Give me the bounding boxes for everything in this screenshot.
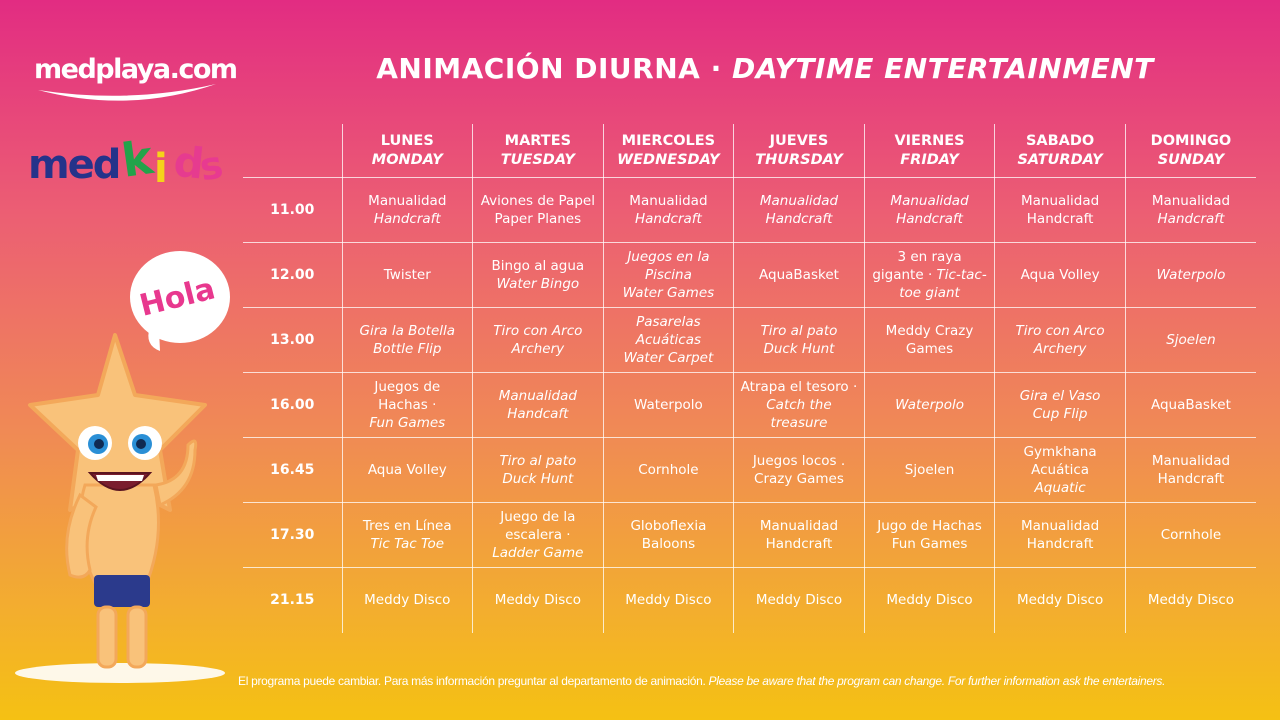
activity-text: Handcraft [634, 211, 702, 227]
medplaya-wordmark: medplaya.com [34, 54, 237, 85]
activity-cell [734, 438, 865, 503]
activity-text: Waterpolo [1156, 267, 1226, 283]
schedule-row [243, 178, 1256, 243]
activity-text: Juegos de Hachas · [374, 379, 441, 413]
activity-cell [603, 438, 734, 503]
title-en: DAYTIME ENTERTAINMENT [731, 52, 1154, 85]
activity-cell [864, 308, 995, 373]
activity-cell [473, 503, 604, 568]
activity-text: Manualidad [1020, 193, 1100, 209]
activity-cell [734, 568, 865, 633]
activity-text: Duck Hunt [763, 341, 835, 357]
activity-text: Tres en Línea [362, 518, 452, 534]
activity-text: Tiro al pato [760, 323, 838, 339]
schedule-row [243, 373, 1256, 438]
activity-text: Sjoelen [904, 462, 955, 478]
activity-text: Meddy Disco [1147, 592, 1235, 609]
medkids-d: d [171, 136, 205, 189]
title-es: ANIMACIÓN DIURNA · [376, 52, 732, 85]
corner-cell [243, 124, 342, 178]
activity-text: Cornhole [638, 462, 699, 478]
activity-text: Gymkhana Acuática [1023, 444, 1097, 478]
page-title [340, 52, 1190, 85]
activity-cell [473, 178, 604, 243]
time-cell: 21.15 [243, 568, 342, 633]
activity-text: Jugo de Hachas [877, 518, 982, 534]
activity-cell [473, 438, 604, 503]
activity-text: Meddy Disco [755, 592, 843, 609]
activity-text: Manualidad [498, 388, 577, 404]
activity-cell [1125, 178, 1256, 243]
schedule-row [243, 243, 1256, 308]
schedule-row [243, 438, 1256, 503]
activity-cell [1125, 308, 1256, 373]
activity-cell [473, 373, 604, 438]
activity-text: Paper Planes [494, 211, 582, 227]
activity-text: Cup Flip [1032, 406, 1088, 422]
activity-text: Water Bingo [496, 276, 580, 292]
activity-text: Tiro con Arco [1015, 323, 1105, 339]
activity-cell [864, 243, 995, 308]
activity-cell [342, 438, 473, 503]
activity-cell [342, 178, 473, 243]
activity-text: Manualidad [1020, 518, 1100, 534]
activity-cell [995, 373, 1126, 438]
activity-text: Tiro con Arco [493, 323, 583, 339]
activity-cell [1125, 243, 1256, 308]
schedule-row [243, 503, 1256, 568]
activity-cell [473, 308, 604, 373]
activity-cell [603, 373, 734, 438]
activity-text: Sjoelen [1166, 332, 1216, 348]
activity-text: Archery [511, 341, 565, 357]
activity-cell [603, 243, 734, 308]
activity-text: Manualidad [368, 193, 447, 209]
activity-text: Globoflexia [630, 518, 707, 534]
activity-cell [864, 503, 995, 568]
activity-cell [995, 503, 1126, 568]
activity-text: Archery [1033, 341, 1087, 357]
day-header: DOMINGO SUNDAY [1125, 124, 1256, 178]
activity-text: Meddy Disco [625, 592, 712, 609]
activity-text: Fun Games [369, 415, 446, 431]
activity-text: Fun Games [891, 536, 968, 552]
footer-es: El programa puede cambiar. Para más información preguntar al departamento de animación. [238, 674, 709, 688]
time-cell: 11.00 [243, 178, 342, 243]
activity-cell [995, 438, 1126, 503]
medplaya-logo [34, 52, 237, 108]
time-cell: 17.30 [243, 503, 342, 568]
activity-cell [864, 568, 995, 633]
activity-text: Duck Hunt [502, 471, 574, 487]
activity-text: Aquatic [1034, 480, 1086, 496]
schedule-body [243, 178, 1256, 633]
activity-text: Meddy Disco [886, 592, 973, 609]
activity-cell [995, 243, 1126, 308]
activity-text: Tic Tac Toe [370, 536, 445, 552]
activity-cell [864, 438, 995, 503]
days-header-row [243, 124, 1256, 178]
activity-text: 3 en raya gigante · [872, 249, 962, 283]
activity-cell [734, 243, 865, 308]
activity-text: Handcraft [765, 536, 833, 552]
activity-cell [995, 568, 1126, 633]
medkids-med: med [28, 142, 120, 188]
activity-text: Handcraft [1157, 211, 1225, 227]
activity-cell [734, 373, 865, 438]
activity-text: Bingo al agua [491, 258, 585, 274]
starfish-mascot-icon [10, 245, 240, 695]
activity-text: Handcraft [765, 211, 833, 227]
activity-text: AquaBasket [759, 267, 839, 283]
activity-text: Handcraft [896, 211, 963, 227]
activity-cell [1125, 503, 1256, 568]
activity-text: Juego de la escalera · [500, 509, 576, 543]
activity-text: Manualidad [629, 193, 708, 209]
medkids-s: s [196, 142, 225, 190]
activity-text: Meddy Disco [364, 592, 451, 609]
activity-cell [1125, 373, 1256, 438]
activity-text: Handcraft [1026, 536, 1094, 552]
activity-cell [603, 503, 734, 568]
activity-cell [995, 308, 1126, 373]
activity-text: Gira la Botella [359, 323, 456, 339]
activity-cell [734, 308, 865, 373]
activity-text: Water Games [622, 285, 715, 301]
day-header: MARTES TUESDAY [473, 124, 604, 178]
activity-cell [603, 308, 734, 373]
activity-cell [995, 178, 1126, 243]
activity-cell [473, 568, 604, 633]
activity-text: Crazy Games [754, 471, 844, 487]
day-header: JUEVES THURSDAY [734, 124, 865, 178]
activity-text: Meddy Crazy Games [885, 323, 974, 357]
activity-text: Juegos en la Piscina [627, 249, 710, 283]
activity-text: Juegos locos . [752, 453, 846, 469]
activity-text: Cornhole [1160, 527, 1222, 543]
medkids-i: i [154, 146, 166, 192]
activity-cell [342, 373, 473, 438]
activity-text: Atrapa el tesoro · [740, 379, 858, 395]
schedule-row [243, 568, 1256, 633]
activity-text: AquaBasket [1150, 397, 1231, 413]
schedule-table [243, 124, 1256, 633]
time-cell: 16.45 [243, 438, 342, 503]
activity-text: Water Carpet [623, 350, 714, 366]
footer-note [238, 674, 1268, 688]
activity-text: Handcraft [373, 211, 441, 227]
activity-text: Waterpolo [895, 397, 964, 413]
activity-cell [1125, 438, 1256, 503]
activity-text: Catch the treasure [766, 397, 832, 431]
activity-text: Aqua Volley [367, 462, 447, 478]
activity-text: Baloons [641, 536, 696, 552]
medkids-k: k [118, 130, 155, 188]
activity-text: Pasarelas Acuáticas [635, 314, 702, 348]
day-header: LUNES MONDAY [342, 124, 473, 178]
activity-cell [342, 308, 473, 373]
activity-cell [603, 568, 734, 633]
day-header: SABADO SATURDAY [995, 124, 1126, 178]
activity-text: Manualidad [759, 518, 839, 534]
activity-text: Ladder Game [492, 545, 584, 561]
activity-text: Bottle Flip [373, 341, 442, 357]
activity-text: Waterpolo [634, 397, 703, 413]
activity-text: Manualidad [1151, 193, 1231, 209]
time-cell: 13.00 [243, 308, 342, 373]
activity-cell [864, 178, 995, 243]
activity-text: Manualidad [890, 193, 969, 209]
activity-text: Tiro al pato [499, 453, 577, 469]
activity-text: Handcraft [1026, 211, 1094, 227]
activity-text: Handcraft [1157, 471, 1225, 487]
activity-cell [342, 503, 473, 568]
time-cell: 12.00 [243, 243, 342, 308]
activity-text: Manualidad [1151, 453, 1231, 469]
activity-cell [603, 178, 734, 243]
activity-text: Handcaft [507, 406, 569, 422]
schedule-row [243, 308, 1256, 373]
medplaya-swoosh-icon [34, 52, 219, 108]
activity-text: Gira el Vaso [1019, 388, 1101, 404]
activity-cell [342, 243, 473, 308]
medkids-logo [28, 132, 228, 196]
activity-text: Twister [383, 267, 431, 283]
hola-bubble-text: Hola [136, 271, 219, 324]
activity-text: Meddy Disco [1016, 592, 1104, 609]
activity-text: Tic-tac-toe giant [899, 267, 987, 301]
activity-text: Meddy Disco [494, 592, 581, 609]
activity-cell [342, 568, 473, 633]
activity-cell [1125, 568, 1256, 633]
activity-text: Aqua Volley [1020, 267, 1100, 283]
activity-cell [473, 243, 604, 308]
activity-cell [734, 178, 865, 243]
day-header: VIERNES FRIDAY [864, 124, 995, 178]
day-header: MIERCOLES WEDNESDAY [603, 124, 734, 178]
footer-en: Please be aware that the program can change. For further information ask the entertainers. [708, 674, 1166, 688]
activity-text: Aviones de Papel [480, 193, 595, 209]
activity-cell [734, 503, 865, 568]
activity-text: Manualidad [759, 193, 839, 209]
activity-cell [864, 373, 995, 438]
time-cell: 16.00 [243, 373, 342, 438]
